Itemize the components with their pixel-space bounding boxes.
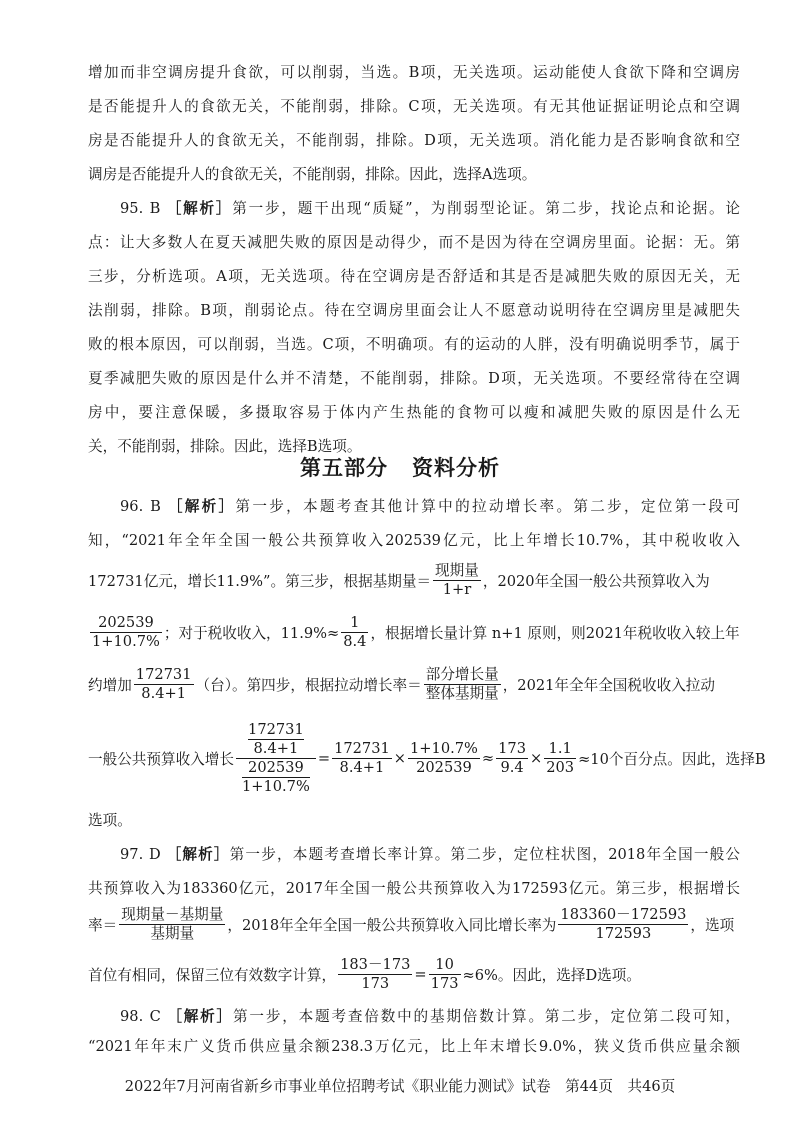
times-sign-2: ×	[529, 749, 543, 767]
p96-line-3	[88, 560, 740, 600]
p96-text-6b: ≈10个百分点。因此，选择B	[578, 750, 766, 768]
fraction-numerator: 1+10.7%	[410, 739, 478, 757]
fraction-numerator: 183－173	[340, 955, 411, 973]
p96-line-1	[120, 496, 740, 518]
fraction-result	[429, 956, 461, 993]
section-heading	[0, 452, 800, 482]
fraction-denominator: 1+r	[442, 580, 472, 598]
p97-text-1: 第一步，本题考查增长率计算。第二步，定位柱状图，2018年全国一般公	[229, 846, 740, 863]
p97-line-1	[120, 844, 740, 866]
p96-line-2: 知，“2021年全年全国一般公共预算收入202539亿元，比上年增长10.7%，其中税收收入	[88, 532, 740, 549]
p95-line-3: 三步，分析选项。A项，无关选项。待在空调房是否舒适和其是否是减肥失败的原因无关，无	[88, 268, 740, 285]
fraction-denominator: 202539	[416, 758, 472, 776]
fraction-growth-rate-values	[558, 906, 688, 943]
fraction-rounded	[338, 956, 412, 993]
p96-line-7: 选项。	[88, 812, 132, 829]
p98-line-1	[120, 1006, 740, 1028]
fraction-a	[332, 740, 392, 777]
p97-line-2: 共预算收入为183360亿元，2017年全国一般公共预算收入为172593亿元。第三步，根据增长	[88, 880, 740, 897]
p96-line-5	[88, 664, 740, 704]
fraction-denominator: 1+10.7%	[92, 632, 160, 650]
fraction-denominator: 8.4+1	[253, 739, 299, 757]
p97-text-3a: 率＝	[88, 916, 118, 934]
p96-number: 96. B	[120, 498, 161, 515]
fraction-growth-rate-formula	[119, 906, 225, 943]
section-title: 资料分析	[412, 456, 500, 480]
equals-sign: =	[317, 749, 331, 767]
fraction-d	[544, 740, 576, 777]
p97-line-3	[88, 904, 740, 944]
page-footer: 2022年7月河南省新乡市事业单位招聘考试《职业能力测试》试卷 第44页 共46页	[124, 1078, 676, 1095]
section-part: 第五部分	[300, 456, 388, 480]
p95-line-6: 夏季减肥失败的原因是什么并不清楚，不能削弱，排除。D项，无关选项。不要经常待在空调	[88, 370, 740, 387]
sub-fraction-bottom	[242, 759, 310, 796]
p95-line-7: 房中，要注意保暖，多摄取容易于体内产生热能的食物可以瘦和减肥失败的原因是什么无	[88, 404, 740, 421]
fraction-denominator: 基期量	[150, 924, 195, 942]
fraction-denominator: 整体基期量	[425, 684, 499, 702]
compound-fraction	[236, 721, 316, 796]
p96-text-5b: （台）。第四步，根据拉动增长率＝	[195, 676, 422, 694]
fraction-denominator: 9.4	[500, 758, 524, 776]
fraction-tax-increase	[134, 666, 194, 703]
p96-text-1: 第一步，本题考查其他计算中的拉动增长率。第二步，定位第一段可	[235, 498, 740, 515]
fraction-base-revenue	[90, 614, 162, 651]
fraction-one-over-8-4	[341, 614, 368, 651]
fraction-denominator: 8.4+1	[141, 684, 187, 702]
fraction-numerator: 202539	[90, 614, 162, 633]
fraction-c	[496, 740, 528, 777]
p94-line-2: 是否能提升人的食欲无关，不能削弱，排除。C项，无关选项。有无其他证据证明论点和空调	[88, 98, 740, 115]
p96-text-6a: 一般公共预算收入增长	[88, 750, 234, 768]
fraction-denominator: 173	[361, 974, 390, 992]
p96-text-4b: ，根据增长量计算 n+1 原则，则2021年税收收入较上年	[370, 624, 740, 642]
fraction-numerator: 173	[498, 739, 526, 757]
fraction-current-over-rate	[433, 562, 481, 599]
p96-text-3a: 172731亿元，增长11.9%”。第三步，根据基期量＝	[88, 572, 432, 590]
fraction-numerator: 183360－172593	[560, 905, 687, 923]
p95-text-1: 第一步，题干出现“质疑”，为削弱型论证。第二步，找论点和论据。论	[232, 200, 740, 217]
fraction-numerator: 1.1	[544, 740, 576, 759]
p97-number: 97. D	[120, 846, 161, 863]
fraction-numerator: 172731	[334, 739, 390, 757]
p96-text-5c: ，2021年全年全国税收收入拉动	[502, 676, 715, 694]
p96-text-4a: ；对于税收收入，11.9%≈	[163, 624, 340, 642]
p97-tag: ［解析］	[166, 846, 230, 863]
p94-line-3: 房是否能提升人的食欲无关，不能削弱，排除。D项，无关选项。消化能力是否影响食欲和空	[88, 132, 740, 149]
fraction-b	[408, 740, 480, 777]
p96-line-4	[88, 612, 740, 652]
fraction-denominator: 1+10.7%	[241, 777, 310, 795]
fraction-denominator: 203	[546, 758, 575, 776]
fraction-numerator: 202539	[242, 759, 310, 778]
fraction-pull-rate	[424, 666, 501, 703]
fraction-numerator: 10	[429, 956, 461, 975]
fraction-numerator: 172731	[248, 720, 304, 738]
p95-line-5: 败的根本原因，可以削弱，当选。C项，不明确项。有的运动的人胖，没有明确说明季节，属于	[88, 336, 740, 353]
p95-line-1	[120, 198, 740, 220]
approx-sign: ≈	[481, 749, 495, 767]
fraction-denominator: 8.4	[343, 632, 367, 650]
fraction-denominator: 173	[430, 974, 459, 992]
fraction-denominator: 172593	[595, 924, 652, 942]
fraction-denominator: 8.4+1	[339, 758, 385, 776]
p98-line-2: “2021年年末广义货币供应量余额238.3万亿元，比上年末增长9.0%，狭义货币供应量余额	[88, 1038, 740, 1055]
p98-text-1: 第一步，本题考查倍数中的基期倍数计算。第二步，定位第二段可知，	[232, 1008, 740, 1025]
fraction-numerator: 1	[341, 614, 368, 633]
p97-text-3c: ，选项	[690, 916, 735, 934]
p97-line-4	[88, 954, 740, 994]
p95-number: 95. B	[120, 200, 161, 217]
equals-sign: =	[414, 965, 427, 983]
p97-text-4a: 首位有相同，保留三位有效数字计算，	[88, 966, 337, 984]
p97-text-3b: ，2018年全年全国一般公共预算收入同比增长率为	[227, 916, 557, 934]
sub-fraction-top	[248, 721, 304, 758]
fraction-numerator: 现期量	[435, 561, 479, 579]
fraction-numerator: 部分增长量	[425, 665, 499, 683]
p98-tag: ［解析］	[167, 1008, 233, 1025]
p96-text-3b: ，2020年全国一般公共预算收入为	[482, 572, 710, 590]
p94-line-4: 调房是否能提升人的食欲无关，不能削弱，排除。因此，选择A选项。	[88, 166, 537, 183]
fraction-numerator: 现期量－基期量	[121, 905, 224, 923]
p96-line-6	[88, 712, 766, 804]
p95-line-4: 法削弱，排除。B项，削弱论点。待在空调房里面会让人不愿意动说明待在空调房里是减肥失	[88, 302, 740, 319]
p95-line-8: 关，不能削弱，排除。因此，选择B选项。	[88, 438, 362, 455]
p95-tag: ［解析］	[166, 200, 233, 217]
p96-tag: ［解析］	[167, 498, 236, 515]
p94-line-1: 增加而非空调房提升食欲，可以削弱，当选。B项，无关选项。运动能使人食欲下降和空调房	[88, 64, 740, 81]
fraction-numerator: 172731	[135, 665, 192, 683]
times-sign: ×	[393, 749, 407, 767]
p96-text-5a: 约增加	[88, 676, 132, 694]
p97-text-4b: ≈6%。因此，选择D选项。	[462, 966, 641, 984]
p98-number: 98. C	[120, 1008, 161, 1025]
p95-line-2: 点：让大多数人在夏天减肥失败的原因是动得少，而不是因为待在空调房里面。论据：无。第	[88, 234, 740, 251]
